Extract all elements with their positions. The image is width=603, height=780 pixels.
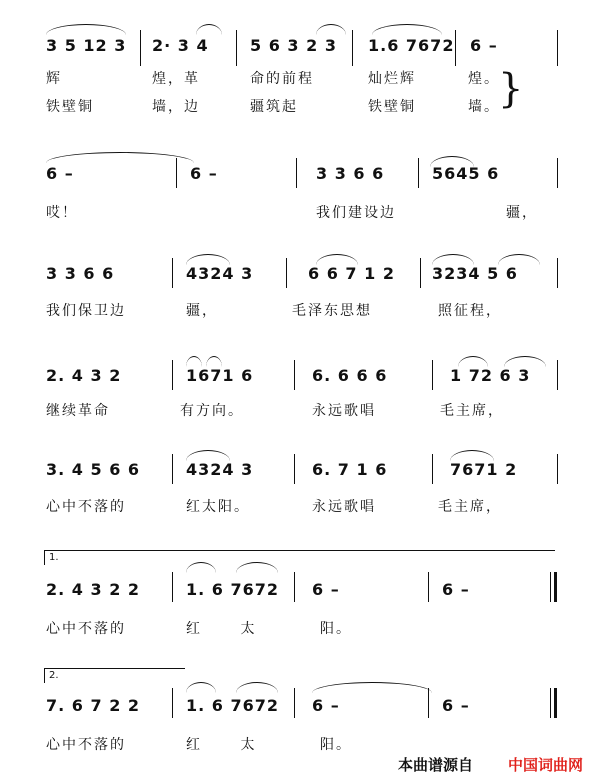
lyric: 铁壁铜 bbox=[46, 99, 94, 115]
measure: 3. 4 5 6 6 bbox=[46, 460, 141, 479]
notation-line bbox=[0, 696, 603, 716]
lyric: 辉 bbox=[46, 71, 62, 87]
barline bbox=[294, 572, 295, 602]
lyric-line bbox=[0, 618, 603, 638]
lyric: 心中不落的 bbox=[46, 499, 126, 515]
barline bbox=[140, 30, 141, 66]
measure: 1. 6 7672 bbox=[186, 696, 280, 715]
barline bbox=[557, 258, 558, 288]
tie bbox=[46, 152, 194, 163]
measure: 6 6 7 1 2 bbox=[308, 264, 395, 283]
lyric: 我们保卫边 bbox=[46, 303, 126, 319]
lyric: 疆， bbox=[506, 205, 538, 221]
volta-label: 2. bbox=[49, 670, 59, 681]
lyric: 疆， bbox=[186, 303, 218, 319]
barline bbox=[418, 158, 419, 188]
lyric-line bbox=[0, 734, 603, 754]
lyric: 疆筑起 bbox=[250, 99, 298, 115]
lyric: 毛主席， bbox=[438, 499, 502, 515]
final-barline bbox=[554, 688, 557, 718]
measure: 6 – bbox=[470, 36, 498, 55]
lyric: 阳。 bbox=[320, 621, 352, 637]
lyric: 毛泽东思想 bbox=[292, 303, 372, 319]
first-ending-bracket bbox=[44, 550, 555, 565]
measure: 4324 3 bbox=[186, 264, 254, 283]
lyric: 有方向。 bbox=[180, 403, 244, 419]
slur bbox=[372, 24, 442, 35]
notation-line bbox=[0, 36, 603, 56]
slur bbox=[312, 682, 432, 693]
barline bbox=[294, 688, 295, 718]
measure: 6 – bbox=[46, 164, 74, 183]
barline bbox=[432, 360, 433, 390]
volta-label: 1. bbox=[49, 552, 59, 563]
notation-line bbox=[0, 366, 603, 386]
lyric-line bbox=[0, 400, 603, 420]
barline bbox=[172, 688, 173, 718]
barline bbox=[172, 258, 173, 288]
measure: 6. 6 6 6 bbox=[312, 366, 388, 385]
lyric: 墙。 bbox=[468, 99, 500, 115]
measure: 7671 2 bbox=[450, 460, 518, 479]
lyric: 红 太 bbox=[186, 621, 273, 637]
measure: 3234 5 6 bbox=[432, 264, 518, 283]
slur bbox=[46, 24, 126, 35]
barline bbox=[428, 688, 429, 718]
measure: 1.6 7672 bbox=[368, 36, 455, 55]
site-name-watermark: 中国词曲网 bbox=[508, 756, 584, 774]
measure: 6 – bbox=[442, 696, 470, 715]
slur bbox=[186, 682, 216, 693]
barline bbox=[432, 454, 433, 484]
notation-line bbox=[0, 164, 603, 184]
verse-brace: } bbox=[498, 66, 524, 112]
barline bbox=[455, 30, 456, 66]
barline bbox=[294, 360, 295, 390]
barline bbox=[557, 360, 558, 390]
barline bbox=[550, 688, 551, 718]
barline bbox=[296, 158, 297, 188]
lyric: 毛主席， bbox=[440, 403, 504, 419]
barline bbox=[352, 30, 353, 66]
source-footer bbox=[0, 754, 603, 776]
barline bbox=[172, 572, 173, 602]
lyric: 心中不落的 bbox=[46, 621, 126, 637]
barline bbox=[428, 572, 429, 602]
lyric: 继续革命 bbox=[46, 403, 110, 419]
final-barline bbox=[554, 572, 557, 602]
barline bbox=[557, 454, 558, 484]
barline bbox=[557, 158, 558, 188]
lyric: 永远歌唱 bbox=[312, 499, 376, 515]
measure: 6 – bbox=[190, 164, 218, 183]
lyric-line bbox=[0, 202, 603, 222]
lyric: 阳。 bbox=[320, 737, 352, 753]
measure: 6. 7 1 6 bbox=[312, 460, 388, 479]
barline bbox=[557, 30, 558, 66]
lyric: 铁壁铜 bbox=[368, 99, 416, 115]
measure: 6 – bbox=[312, 580, 340, 599]
lyric: 哎！ bbox=[46, 205, 78, 221]
barline bbox=[172, 454, 173, 484]
measure: 5 6 3 2 3 bbox=[250, 36, 337, 55]
measure: 7. 6 7 2 2 bbox=[46, 696, 141, 715]
slur bbox=[236, 682, 278, 693]
notation-line bbox=[0, 580, 603, 600]
barline bbox=[294, 454, 295, 484]
measure: 6 – bbox=[442, 580, 470, 599]
lyric: 我们建设边 bbox=[316, 205, 396, 221]
measure: 6 – bbox=[312, 696, 340, 715]
source-label: 本曲谱源自 bbox=[398, 756, 474, 774]
measure: 1. 6 7672 bbox=[186, 580, 280, 599]
measure: 2. 4 3 2 bbox=[46, 366, 122, 385]
lyric: 灿烂辉 bbox=[368, 71, 416, 87]
barline bbox=[550, 572, 551, 602]
lyric: 命的前程 bbox=[250, 71, 314, 87]
lyric: 心中不落的 bbox=[46, 737, 126, 753]
barline bbox=[236, 30, 237, 66]
barline bbox=[286, 258, 287, 288]
measure: 3 3 6 6 bbox=[46, 264, 115, 283]
second-ending-bracket bbox=[44, 668, 185, 683]
lyric: 煌。 bbox=[468, 71, 500, 87]
lyric-line bbox=[0, 496, 603, 516]
measure: 1 72 6 3 bbox=[450, 366, 531, 385]
measure: 3 5 12 3 bbox=[46, 36, 127, 55]
measure: 3 3 6 6 bbox=[316, 164, 385, 183]
slur bbox=[196, 24, 222, 35]
lyric: 墙，边 bbox=[152, 99, 200, 115]
lyric: 照征程， bbox=[438, 303, 502, 319]
measure: 2. 4 3 2 2 bbox=[46, 580, 141, 599]
notation-line bbox=[0, 460, 603, 480]
lyric: 永远歌唱 bbox=[312, 403, 376, 419]
slur bbox=[316, 24, 346, 35]
measure: 2· 3 4 bbox=[152, 36, 209, 55]
measure: 4324 3 bbox=[186, 460, 254, 479]
measure: 1671 6 bbox=[186, 366, 254, 385]
lyric: 红 太 bbox=[186, 737, 273, 753]
barline bbox=[172, 360, 173, 390]
lyric: 红太阳。 bbox=[186, 499, 250, 515]
notation-line bbox=[0, 264, 603, 284]
lyric: 煌，革 bbox=[152, 71, 200, 87]
lyric-line bbox=[0, 300, 603, 320]
barline bbox=[176, 158, 177, 188]
barline bbox=[420, 258, 421, 288]
measure: 5645 6 bbox=[432, 164, 500, 183]
